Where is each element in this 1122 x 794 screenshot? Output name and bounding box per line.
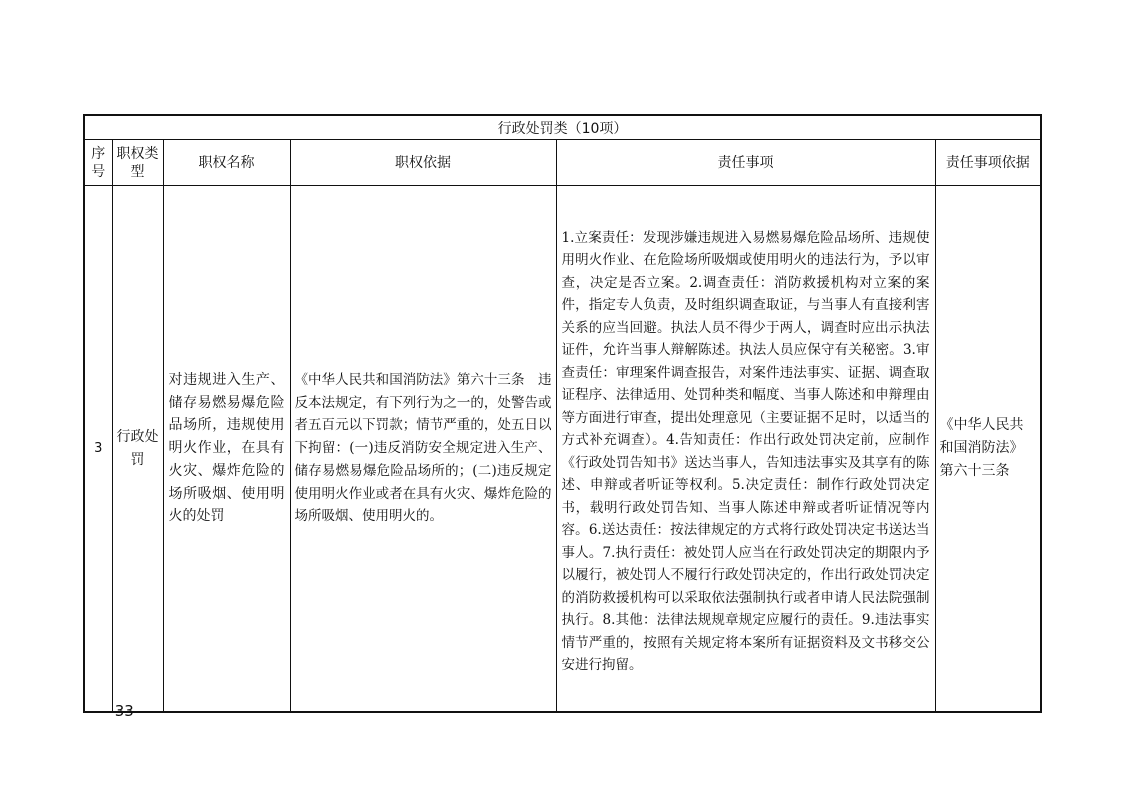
table-row — [84, 186, 1041, 713]
page-number: — 33 — — [95, 702, 154, 720]
category-title: 行政处罚类（10项） — [84, 115, 1041, 140]
cell-seq: 3 — [84, 186, 112, 713]
header-duty-basis: 责任事项依据 — [935, 140, 1041, 186]
header-name: 职权名称 — [163, 140, 290, 186]
header-basis: 职权依据 — [290, 140, 556, 186]
header-seq: 序号 — [84, 140, 112, 186]
header-row — [84, 140, 1041, 186]
header-type: 职权类型 — [112, 140, 163, 186]
header-duty: 责任事项 — [556, 140, 935, 186]
cell-type: 行政处罚 — [112, 186, 163, 713]
cell-duty: 1.立案责任：发现涉嫌违规进入易燃易爆危险品场所、违规使用明火作业、在危险场所吸烟或使用明火的违法行为，予以审查，决定是否立案。2.调查责任：消防救援机构对立案的案件，指定专人负责，及时组织调查取证，与当事人有直接利害关系的应当回避。执法人员不得少于两人，调查时应出示执法证件，允许当事人辩解陈述。执法人员应保守有关秘密。3.审查责任：审理案件调查报告，对案件违法事实、证据、调查取证程序、法律适用、处罚种类和幅度、当事人陈述和申辩理由等方面进行审查，提出处理意见（主要证据不足时，以适当的方式补充调查）。4.告知责任：作出行政处罚决定前，应制作《行政处罚告知书》送达当事人，告知违法事实及其享有的陈述、申辩或者听证等权利。5.决定责任：制作行政处罚决定书，载明行政处罚告知、当事人陈述申辩或者听证情况等内容。6.送达责任：按法律规定的方式将行政处罚决定书送达当事人。7.执行责任：被处罚人应当在行政处罚决定的期限内予以履行，被处罚人不履行行政处罚决定的，作出行政处罚决定的消防救援机构可以采取依法强制执行或者申请人民法院强制执行。8.其他：法律法规规章规定应履行的责任。9.违法事实情节严重的，按照有关规定将本案所有证据资料及文书移交公安进行拘留。 — [556, 186, 935, 713]
cell-basis: 《中华人民共和国消防法》第六十三条 违反本法规定，有下列行为之一的，处警告或者五百元以下罚款；情节严重的，处五日以下拘留：(一)违反消防安全规定进入生产、储存易燃易爆危险品场所的；(二)违反规定使用明火作业或者在具有火灾、爆炸危险的场所吸烟、使用明火的。 — [290, 186, 556, 713]
cell-name: 对违规进入生产、储存易燃易爆危险品场所，违规使用明火作业，在具有火灾、爆炸危险的场所吸烟、使用明火的处罚 — [163, 186, 290, 713]
cell-duty-basis: 《中华人民共和国消防法》第六十三条 — [935, 186, 1041, 713]
penalty-table — [83, 114, 1042, 713]
